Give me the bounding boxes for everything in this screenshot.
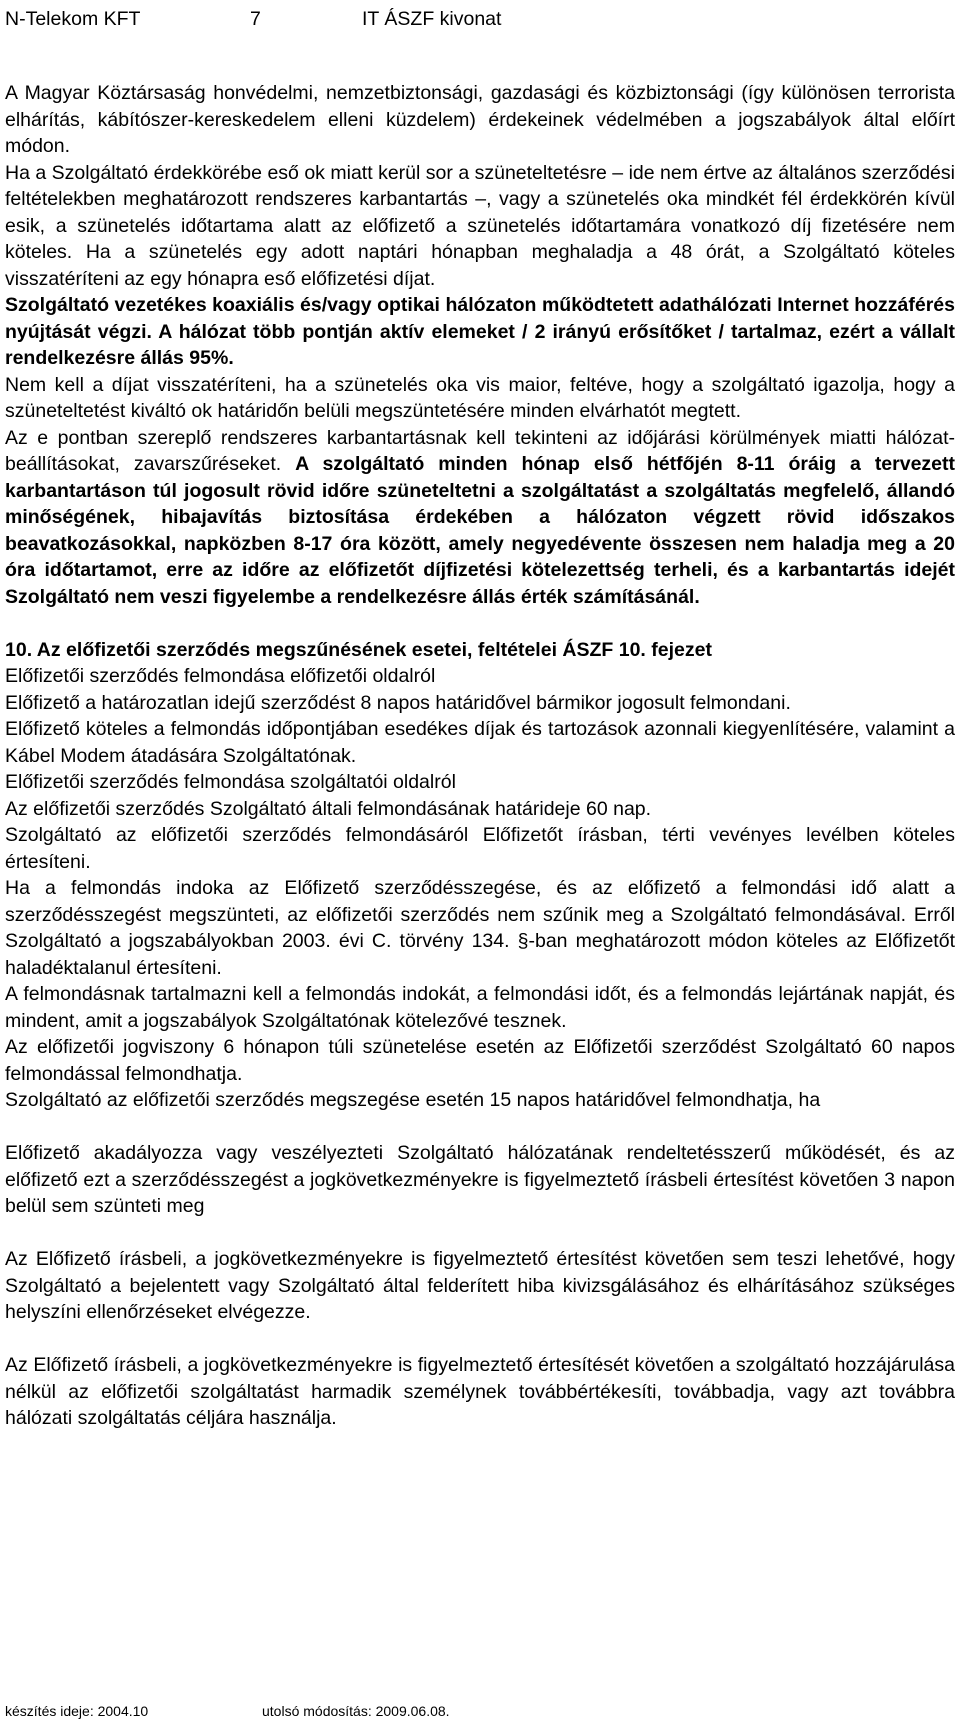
footer-modified-date: utolsó módosítás: 2009.06.08. [262,1703,450,1719]
paragraph-fifteen-day-termination: Szolgáltató az előfizetői szerződés megszegése esetén 15 napos határidővel felmondhatja, ha [5,1089,821,1111]
maintenance-normal-text: Az e pontban szereplő rendszeres karbantartásnak kell tekinteni az időjárási körülmények miatti hálózat-beállításokat, zavarszűréseket. [5,426,955,475]
paragraph-inspection-refusal: Az Előfizető írásbeli, a jogkövetkezményekre is figyelmeztető értesítést követően sem teszi lehetővé, hogy Szolgáltató a bejelentett vagy Szolgáltató által felderített hiba kivizsgálásához és elhárításához szükséges helyszíni ellenőrzéseket elvégezze. [5,1248,955,1323]
spacer [5,1326,955,1353]
paragraph-suspension-fee: Ha a Szolgáltató érdekkörébe eső ok miatt kerül sor a szüneteltetésre – ide nem értve az általános szerződési feltételekben meghatározott rendszeres karbantartás –, vagy a szünetelés oka mindkét fél érdekkörén kívül esik, a szünetelés időtartama alatt az előfizető a szünetelés időtartamára vonatkozó díj fizetésére nem köteles. Ha a szünetelés egy adott naptári hónapban meghaladja a 48 órát, a Szolgáltató köteles visszatéríteni az egy hónapra eső előfizetési díjat. [5,161,955,290]
paragraph-maintenance [5,425,955,611]
footer-created-date: készítés ideje: 2004.10 [5,1703,149,1719]
spacer [5,1220,955,1247]
paragraph-settlement: Előfizető köteles a felmondás időpontjában esedékes díjak és tartozások azonnali kiegyenlítésére, valamint a Kábel Modem átadására Szolgáltatónak. [5,718,955,767]
maintenance-bold-text: A szolgáltató minden hónap első hétfőjén 8-11 óráig a tervezett karbantartáson túl jogosult rövid időre szüneteltetni a szolgáltatást a szolgáltatás megfelelő, állandó minőségének, hibajavítás biztosítása érdekében a hálózaton végzett rövid időszakos beavatkozásokkal, napközben 8-17 óra között, amely negyedévente összesen nem haladja meg a 20 óra időtartamot, erre az időre az előfizetőt díjfizetési kötelezettség terheli, és a karbantartás idejét Szolgáltató nem veszi figyelembe a rendelkezésre állás érték számításánál. [5,453,956,608]
paragraph-termination-period: Előfizető a határozatlan idejű szerződést 8 napos határidővel bármikor jogosult felmondani. [5,691,791,714]
header-company: N-Telekom KFT [5,8,141,30]
page-footer [5,1701,955,1721]
paragraph-breach-remedy: Ha a felmondás indoka az Előfizető szerződésszegése, és az előfizető a felmondási idő alatt a szerződésszegést megszünteti, az előfizetői szerződés nem szűnik meg a Szolgáltató felmondásával. Erről Szolgáltató a jogszabályokban 2003. évi C. törvény 134. §-ban meghatározott módon köteles az Előfizetőt haladéktalanul értesíteni. [5,877,955,979]
page-header [5,4,955,34]
paragraph-resale: Az Előfizető írásbeli, a jogkövetkezményekre is figyelmeztető értesítését követően a szolgáltató hozzájárulása nélkül az előfizetői szolgáltatást harmadik személynek továbbértékesíti, továbbadja, vagy azt továbbra hálózati szolgáltatás céljára használja. [5,1354,955,1429]
spacer [5,610,955,637]
subheading-provider-termination: Előfizetői szerződés felmondása szolgáltatói oldalról [5,771,456,793]
document-body [5,80,955,1432]
paragraph-provider-deadline: Az előfizetői szerződés Szolgáltató általi felmondásának határideje 60 nap. [5,797,652,820]
paragraph-termination-content: A felmondásnak tartalmazni kell a felmondás indokát, a felmondási időt, és a felmondás lejártának napját, és mindent, amit a jogszabályok Szolgáltatónak kötelezővé tesznek. [5,983,955,1032]
section-heading: 10. Az előfizetői szerződés megszűnésének esetei, feltételei ÁSZF 10. fejezet [5,638,712,661]
paragraph-network-obstruction: Előfizető akadályozza vagy veszélyezteti Szolgáltató hálózatának rendeltetésszerű működését, és az előfizető ezt a szerződésszegést a jogkövetkezményekre is figyelmeztető írásbeli értesítést követően 3 napon belül sem szünteti meg [5,1142,955,1217]
subheading-subscriber-termination: Előfizetői szerződés felmondása előfizetői oldalról [5,665,436,687]
header-page-number: 7 [250,8,261,30]
paragraph-national-security: A Magyar Köztársaság honvédelmi, nemzetbiztonsági, gazdasági és közbiztonsági (így különösen terrorista elhárítás, kábítószer-kereskedelem elleni küzdelem) érdekeinek védelmében a jogszabályok által előírt módon. [5,82,955,157]
paragraph-six-month-suspension: Az előfizetői jogviszony 6 hónapon túli szünetelése esetén az Előfizetői szerződést Szolgáltató 60 napos felmondással felmondhatja. [5,1036,955,1085]
paragraph-network-availability: Szolgáltató vezetékes koaxiális és/vagy optikai hálózaton működtetett adathálózati Internet hozzáférés nyújtását végzi. A hálózat több pontján aktív elemeket / 2 irányú erősítőket / tartalmaz, ezért a vállalt rendelkezésre állás 95%. [5,294,955,369]
paragraph-vis-maior: Nem kell a díjat visszatéríteni, ha a szünetelés oka vis maior, feltéve, hogy a szolgáltató igazolja, hogy a szüneteltetést kiváltó ok határidőn belüli megszüntetésére minden elvárhatót megtett. [5,373,955,422]
paragraph-written-notice: Szolgáltató az előfizetői szerződés felmondásáról Előfizetőt írásban, térti vevényes levélben köteles értesíteni. [5,824,955,873]
spacer [5,1114,955,1141]
header-document-title: IT ÁSZF kivonat [362,8,502,30]
